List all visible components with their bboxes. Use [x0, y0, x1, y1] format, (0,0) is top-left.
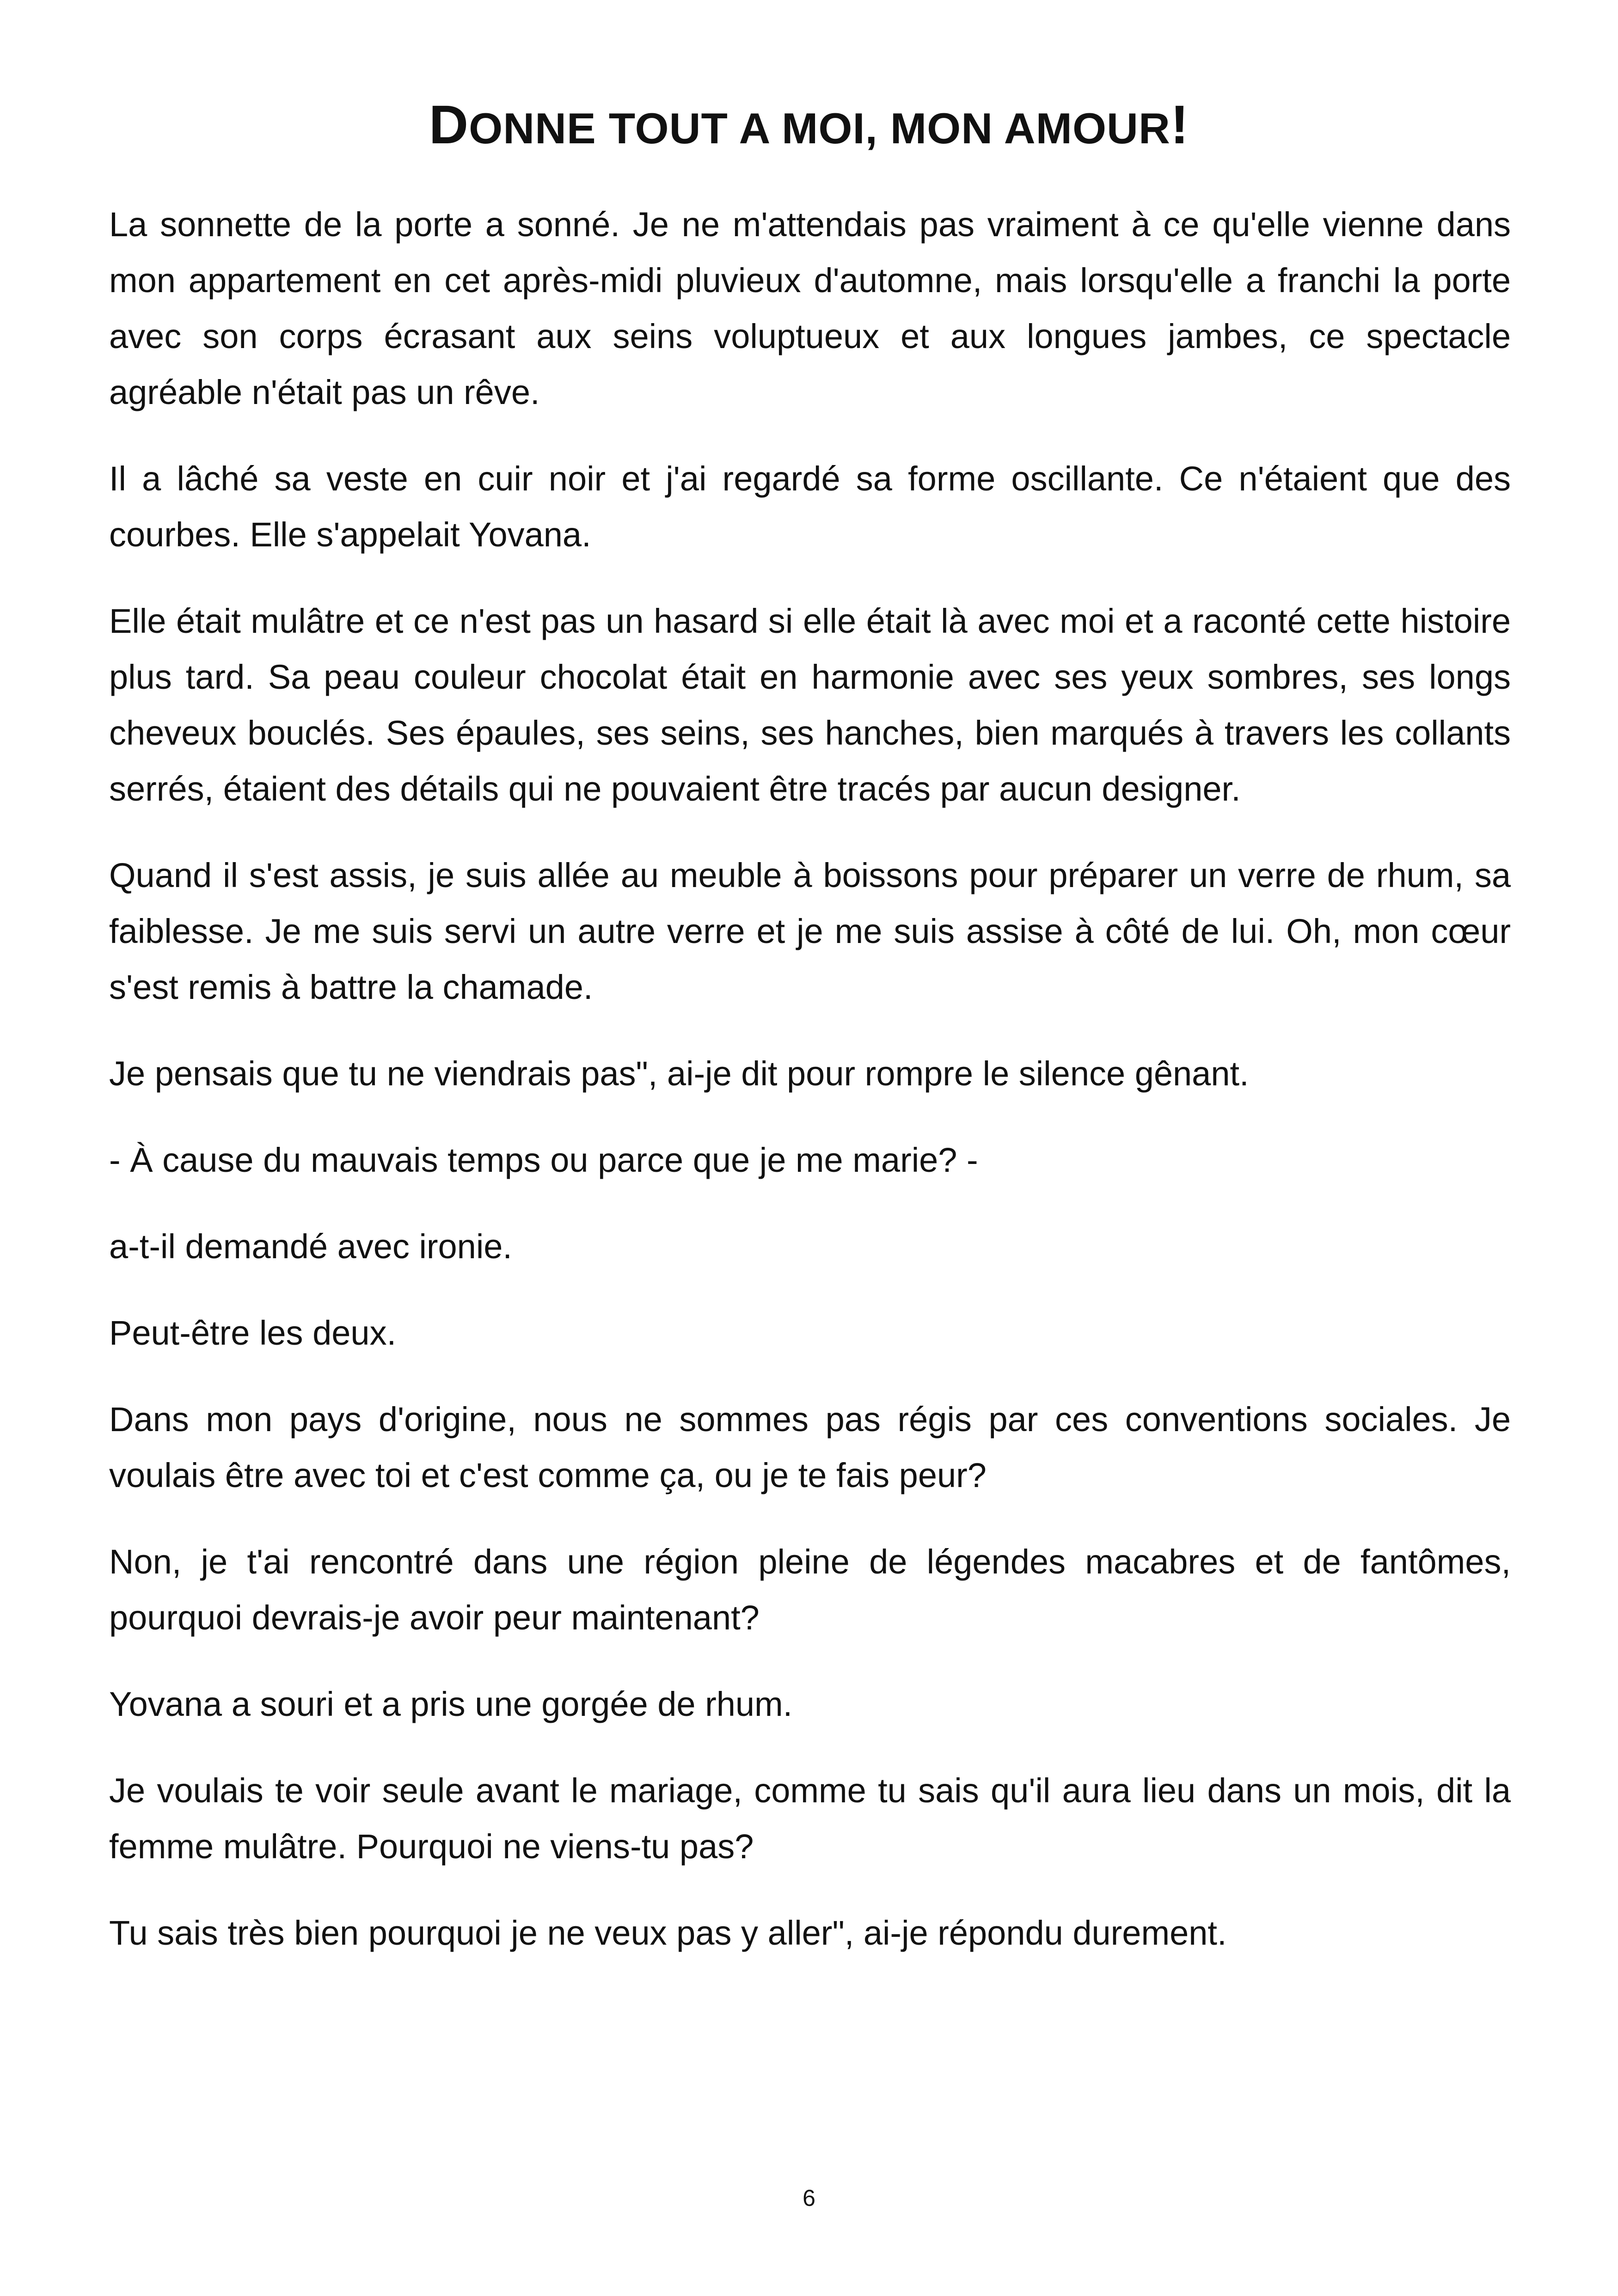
paragraph-6: - À cause du mauvais temps ou parce que je me marie? -: [109, 1141, 978, 1179]
page-title: [0, 88, 1618, 165]
paragraph-10: Non, je t'ai rencontré dans une région pleine de légendes macabres et de fantômes, pourquoi devrais-je avoir peur maintenant?: [109, 1543, 1511, 1637]
title-small-caps: ONNE TOUT A MOI, MON AMOUR: [469, 104, 1171, 153]
body-text: [109, 196, 1511, 1991]
paragraph-7: a-t-il demandé avec ironie.: [109, 1227, 512, 1266]
paragraph-13: Tu sais très bien pourquoi je ne veux pas y aller", ai-je répondu durement.: [109, 1914, 1227, 1952]
paragraph-9: Dans mon pays d'origine, nous ne sommes pas régis par ces conventions sociales. Je voulais être avec toi et c'est comme ça, ou je te fais peur?: [109, 1400, 1511, 1494]
page-number: 6: [803, 2185, 815, 2211]
title-exclamation: !: [1170, 94, 1189, 155]
paragraph-12: Je voulais te voir seule avant le mariage, comme tu sais qu'il aura lieu dans un mois, dit la femme mulâtre. Pourquoi ne viens-tu pas?: [109, 1771, 1511, 1866]
paragraph-11: Yovana a souri et a pris une gorgée de rhum.: [109, 1685, 793, 1723]
paragraph-2: Il a lâché sa veste en cuir noir et j'ai regardé sa forme oscillante. Ce n'étaient que des courbes. Elle s'appelait Yovana.: [109, 459, 1511, 554]
paragraph-5: Je pensais que tu ne viendrais pas", ai-je dit pour rompre le silence gênant.: [109, 1054, 1249, 1093]
paragraph-4: Quand il s'est assis, je suis allée au meuble à boissons pour préparer un verre de rhum, sa faiblesse. Je me suis servi un autre verre et je me suis assise à côté de lui. Oh, mon cœur s'est remis à battre la chamade.: [109, 856, 1511, 1006]
paragraph-8: Peut-être les deux.: [109, 1314, 397, 1352]
paragraph-3: Elle était mulâtre et ce n'est pas un hasard si elle était là avec moi et a raconté cette histoire plus tard. Sa peau couleur chocolat était en harmonie avec ses yeux sombres, ses longs cheveux bouclés. Ses épaules, ses seins, ses hanches, bien marqués à travers les collants serrés, étaient des détails qui ne pouvaient être tracés par aucun designer.: [109, 602, 1511, 808]
paragraph-1: La sonnette de la porte a sonné. Je ne m'attendais pas vraiment à ce qu'elle vienne dans mon appartement en cet après-midi pluvieux d'automne, mais lorsqu'elle a franchi la porte avec son corps écrasant aux seins voluptueux et aux longues jambes, ce spectacle agréable n'était pas un rêve.: [109, 205, 1511, 411]
title-initial: D: [429, 94, 469, 155]
